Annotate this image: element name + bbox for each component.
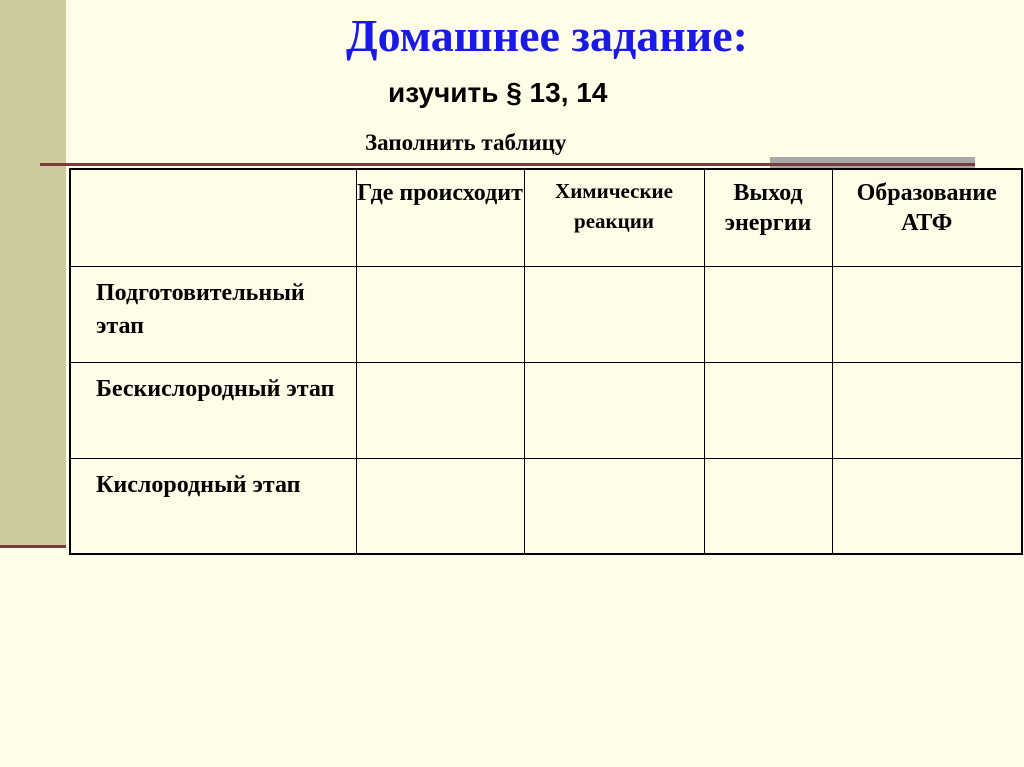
header-cell-atp: Образование АТФ <box>832 169 1022 266</box>
table-cell <box>356 266 524 362</box>
homework-table <box>69 168 1023 555</box>
table-row <box>70 458 1022 554</box>
table-instruction: Заполнить таблицу <box>365 130 567 155</box>
header-cell-empty <box>70 169 356 266</box>
table-cell <box>356 458 524 554</box>
row-label-preparatory: Подготовительный этап <box>70 266 356 362</box>
side-decor-rule <box>0 545 66 548</box>
table-row <box>70 362 1022 458</box>
top-decor-rule <box>40 163 975 166</box>
table-cell <box>704 266 832 362</box>
study-assignment <box>388 76 607 110</box>
table-cell <box>704 362 832 458</box>
table-cell <box>524 362 704 458</box>
table-cell <box>832 362 1022 458</box>
page-title: Домашнее задание: <box>346 10 748 61</box>
table-header-row <box>70 169 1022 266</box>
table-cell <box>524 266 704 362</box>
table-cell <box>704 458 832 554</box>
header-cell-energy: Выход энергии <box>704 169 832 266</box>
section-numbers: 13, 14 <box>529 77 608 108</box>
header-cell-location: Где происходит <box>356 169 524 266</box>
table-row <box>70 266 1022 362</box>
table-cell <box>356 362 524 458</box>
table-cell <box>832 458 1022 554</box>
row-label-aerobic: Кислородный этап <box>70 458 356 554</box>
header-cell-reactions: Химические реакции <box>524 169 704 266</box>
section-sign: § <box>506 77 522 108</box>
side-decor-bar <box>0 0 66 548</box>
row-label-anaerobic: Бескислородный этап <box>70 362 356 458</box>
study-prefix: изучить <box>388 77 499 108</box>
table-cell <box>524 458 704 554</box>
table-cell <box>832 266 1022 362</box>
